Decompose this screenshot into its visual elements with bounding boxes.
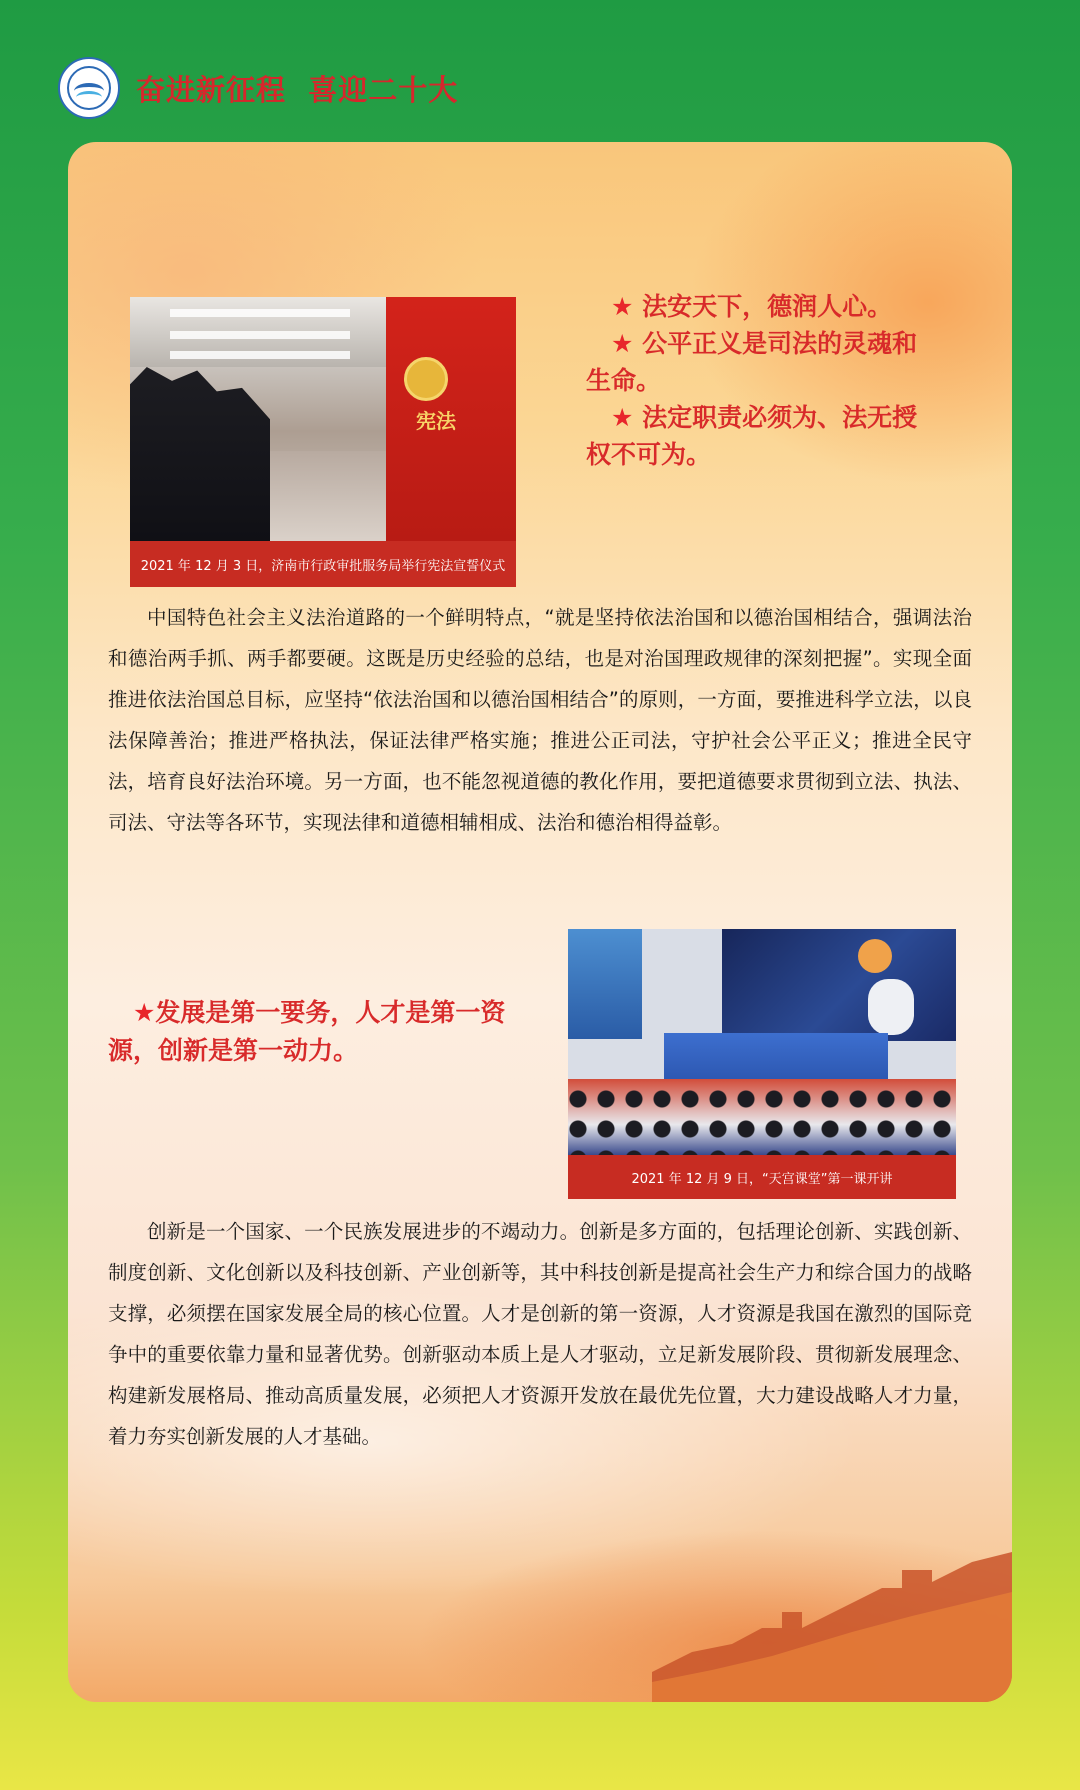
photo-wall-text: 宪法	[416, 409, 456, 433]
national-emblem-icon	[404, 357, 448, 401]
page-title: 奋进新征程 喜迎二十大	[136, 72, 459, 107]
star-icon: ★	[611, 292, 634, 321]
school-emblem-icon	[58, 57, 120, 119]
star-icon: ★	[611, 403, 634, 432]
star-icon: ★	[133, 998, 156, 1027]
photo-caption: 2021 年 12 月 3 日，济南市行政审批服务局举行宪法宣誓仪式	[140, 558, 506, 574]
quote-block	[586, 288, 926, 473]
quote-line: ★ 公平正义是司法的灵魂和生命。	[586, 329, 918, 395]
great-wall-illustration	[652, 1532, 1012, 1702]
quote-line: ★发展是第一要务，人才是第一资源，创新是第一动力。	[108, 998, 506, 1065]
content-panel	[68, 142, 1012, 1702]
star-icon: ★	[611, 329, 634, 358]
header	[58, 52, 458, 124]
quote-line: ★ 法安天下，德润人心。	[611, 292, 893, 321]
photo-caption: 2021 年 12 月 9 日，“天宫课堂”第一课开讲	[631, 1171, 893, 1187]
body-paragraph: 中国特色社会主义法治道路的一个鲜明特点，“就是坚持依法治国和以德治国相结合，强调法治和德治两手抓、两手都要硬。这既是历史经验的总结，也是对治国理政规律的深刻把握”。实现全面推进依法治国总目标，应坚持“依法治国和以德治国相结合”的原则，一方面，要推进科学立法，以良法保障善治；推进严格执法，保证法律严格实施；推进公正司法，守护社会公平正义；推进全民守法，培育良好法治环境。另一方面，也不能忽视道德的教化作用，要把道德要求贯彻到立法、执法、司法、守法等各环节，实现法律和道德相辅相成、法治和德治相得益彰。	[108, 606, 972, 834]
body-paragraph: 创新是一个国家、一个民族发展进步的不竭动力。创新是多方面的，包括理论创新、实践创新、制度创新、文化创新以及科技创新、产业创新等，其中科技创新是提高社会生产力和综合国力的战略支撑，必须摆在国家发展全局的核心位置。人才是创新的第一资源，人才资源是我国在激烈的国际竞争中的重要依靠力量和显著优势。创新驱动本质上是人才驱动，立足新发展阶段、贯彻新发展理念、构建新发展格局、推动高质量发展，必须把人才资源开发放在最优先位置，大力建设战略人才力量，着力夯实创新发展的人才基础。	[108, 1220, 972, 1448]
quote-block	[108, 994, 524, 1070]
oath-ceremony-photo	[130, 297, 516, 587]
quote-line: ★ 法定职责必须为、法无授权不可为。	[586, 403, 918, 469]
tiangong-classroom-photo	[568, 929, 956, 1199]
